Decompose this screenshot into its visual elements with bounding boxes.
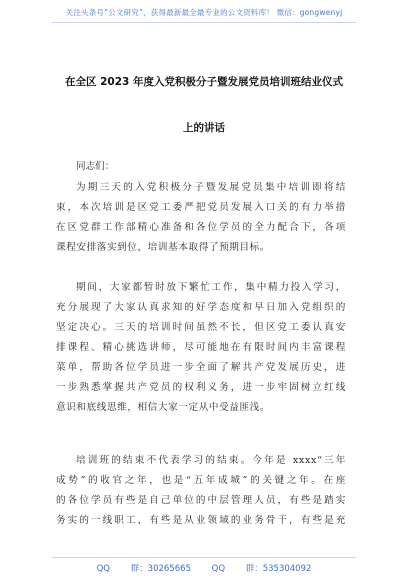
salutation: 同志们： [76,161,115,172]
paragraph-line: 的各位学员有些是自己单位的中层管理人员，有些是踏实 [56,495,346,506]
paragraph-line: 成势”的收官之年，也是“五年成城”的关键之年。在座 [56,475,346,486]
paragraph-line: 在区党群工作部精心准备和各位学员的全力配合下，各项 [56,222,346,233]
paragraph-line: 意识和底线思维，相信大家一定从中受益匪浅。 [56,402,271,413]
paragraph-line: 课程安排落实到位，培训基本取得了预期目标。 [56,242,271,253]
paragraph-line: 为期三天的入党积极分子暨发展党员集中培训即将结 [76,182,346,193]
paragraph-line: 束，本次培训是区党工委严把党员发展入口关的有力举措 [56,202,346,213]
footer [0,562,408,574]
paragraph-2 [56,278,346,418]
paragraph-line: 期间，大家都暂时放下繁忙工作，集中精力投入学习， [76,282,346,293]
paragraph-3 [56,451,346,531]
paragraph-line: 培训班的结束不代表学习的结束。今年是 xxxx“三年 [76,455,346,466]
document-title-continued: 上的讲话 [183,122,225,134]
paragraph-1 [56,178,346,258]
qq-group-1: QQ 群：30265665 [96,564,191,574]
paragraph-line: 一步熟悉掌握共产党员的权利义务，进一步牢固树立红线 [56,382,346,393]
header-divider [52,22,356,23]
paragraph-line: 坚定决心。三天的培训时间虽然不长，但区党工委认真安 [56,322,346,333]
paragraph-line: 务实的一线职工，有些是从业领域的业务骨干，有些是充 [56,515,346,526]
qq-group-2: QQ 群：535304092 [211,564,312,574]
paragraph-line: 充分展现了大家认真求知的好学态度和早日加入党组织的 [56,302,346,313]
document-title: 在全区 2023 年度入党积极分子暨发展党员培训班结业仪式 [64,76,344,88]
paragraph-line: 排课程、精心挑选讲师，尽可能地在有限时间内丰富课程 [56,342,346,353]
paragraph-line: 菜单，帮助各位学员进一步全面了解共产党发展历史，进 [56,362,346,373]
header-notice: 关注头条号“公文研究”，获得最新最全最专业的公文资料库！ 微信：gongwenyj [65,8,343,17]
footer-divider [52,557,356,558]
